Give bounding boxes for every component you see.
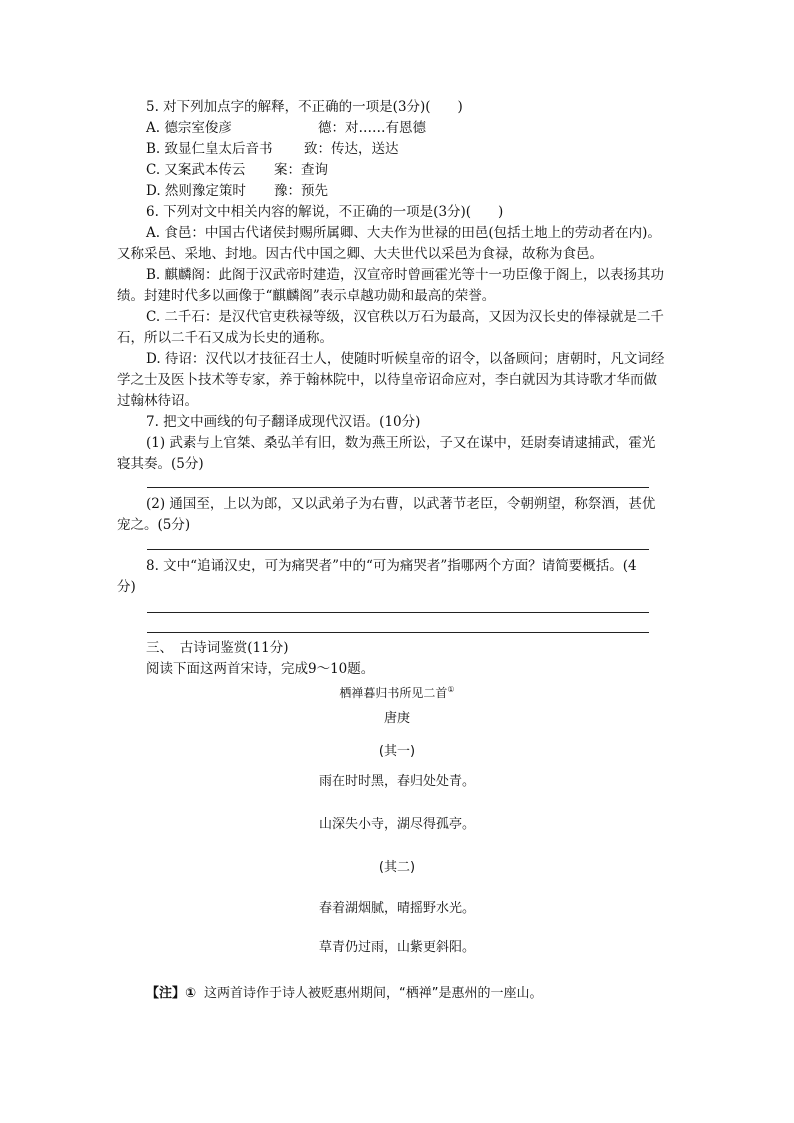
q6-option-a-line1: A. 食邑：中国古代诸侯封赐所属卿、大夫作为世禄的田邑(包括土地上的劳动者在内)。 <box>146 225 661 241</box>
q7-stem: 7. 把文中画线的句子翻译成现代汉语。(10分) <box>146 414 421 430</box>
poem-line: 草青仍过雨，山紫更斜阳。 <box>318 940 475 955</box>
poem-author: 唐庚 <box>383 711 410 726</box>
poem-title: 栖禅暮归书所见二首 <box>339 686 448 700</box>
poem-title-row <box>0 680 794 703</box>
answer-line[interactable] <box>147 549 649 550</box>
q5-option-c-phrase: C. 又案武本传云 <box>146 162 246 178</box>
q5-option-b-phrase: B. 致显仁皇太后音书 <box>146 141 273 157</box>
q7-sentence2-line1: (2) 通国至，上以为郎，又以武弟子为右曹，以武著节老臣，令朝朔望，称祭酒，甚优 <box>146 496 656 512</box>
q7-sentence2-line2: 宠之。(5分) <box>117 517 191 533</box>
section-intro: 阅读下面这两首宋诗，完成9～10题。 <box>146 661 375 677</box>
q5-option-d-gloss: 豫：预先 <box>274 183 328 199</box>
poem-part-1-label: (其一) <box>378 744 416 759</box>
q6-option-c-line2: 石，所以二千石又成为长史的通称。 <box>117 330 333 346</box>
q5-option-a-gloss: 德：对……有恩德 <box>318 120 426 136</box>
poem-line: 山深失小寺，湖尽得孤亭。 <box>318 817 475 832</box>
q6-option-b-line1: B. 麒麟阁：此阁于汉武帝时建造，汉宣帝时曾画霍光等十一功臣像于阁上，以表扬其功 <box>146 267 665 283</box>
q7-sentence1-line2: 寝其奏。(5分) <box>117 456 204 472</box>
footnote-text: 这两首诗作于诗人被贬惠州期间，“栖禅”是惠州的一座山。 <box>204 986 543 1001</box>
q7-sentence1-line1: (1) 武素与上官桀、桑弘羊有旧，数为燕王所讼，子又在谋中，廷尉奏请逮捕武，霍光 <box>146 435 656 451</box>
q5-option-a-phrase: A. 德宗室俊彦 <box>146 120 232 136</box>
q5-option-b-gloss: 致：传达，送达 <box>304 141 399 157</box>
answer-line[interactable] <box>147 612 649 613</box>
q6-stem: 6. 下列对文中相关内容的解说，不正确的一项是(3分)( ) <box>146 204 504 220</box>
footnote <box>146 984 543 1004</box>
poem-line: 春着湖烟腻，晴摇野水光。 <box>318 901 475 916</box>
answer-line[interactable] <box>147 632 649 633</box>
section-heading: 三、 古诗词鉴赏(11分) <box>146 640 289 656</box>
q6-option-a-line2: 又称采邑、采地、封地。因古代中国之卿、大夫世代以采邑为食禄，故称为食邑。 <box>117 246 603 262</box>
q6-option-c-line1: C. 二千石：是汉代官吏秩禄等级，汉官秩以万石为最高，又因为汉长史的俸禄就是二千 <box>146 309 664 325</box>
q8-stem-line2: 分) <box>117 579 136 595</box>
q6-option-d-line3: 过翰林待诏。 <box>117 393 198 409</box>
q5-option-d-phrase: D. 然则豫定策时 <box>146 183 246 199</box>
q8-stem-line1: 8. 文中“追诵汉史，可为痛哭者”中的“可为痛哭者”指哪两个方面？请简要概括。(4 <box>146 558 637 574</box>
q5-option-c-gloss: 案：查询 <box>274 162 328 178</box>
q6-option-d-line1: D. 待诏：汉代以才技征召士人，使随时听候皇帝的诏令，以备顾问；唐朝时，凡文词经 <box>146 351 665 367</box>
q6-option-d-line2: 学之士及医卜技术等专家，养于翰林院中，以待皇帝诏命应对，李白就因为其诗歌才华而做 <box>117 372 657 388</box>
footnote-label: 【注】① <box>146 986 197 1001</box>
poem-line: 雨在时时黑，春归处处青。 <box>318 774 475 789</box>
poem-note-mark: ① <box>447 685 455 694</box>
q5-stem: 5. 对下列加点字的解释，不正确的一项是(3分)( ) <box>146 99 463 115</box>
poem-part-2-label: (其二) <box>378 860 416 875</box>
q6-option-b-line2: 绩。封建时代多以画像于“麒麟阁”表示卓越功勋和最高的荣誉。 <box>117 288 496 304</box>
answer-line[interactable] <box>147 487 649 488</box>
